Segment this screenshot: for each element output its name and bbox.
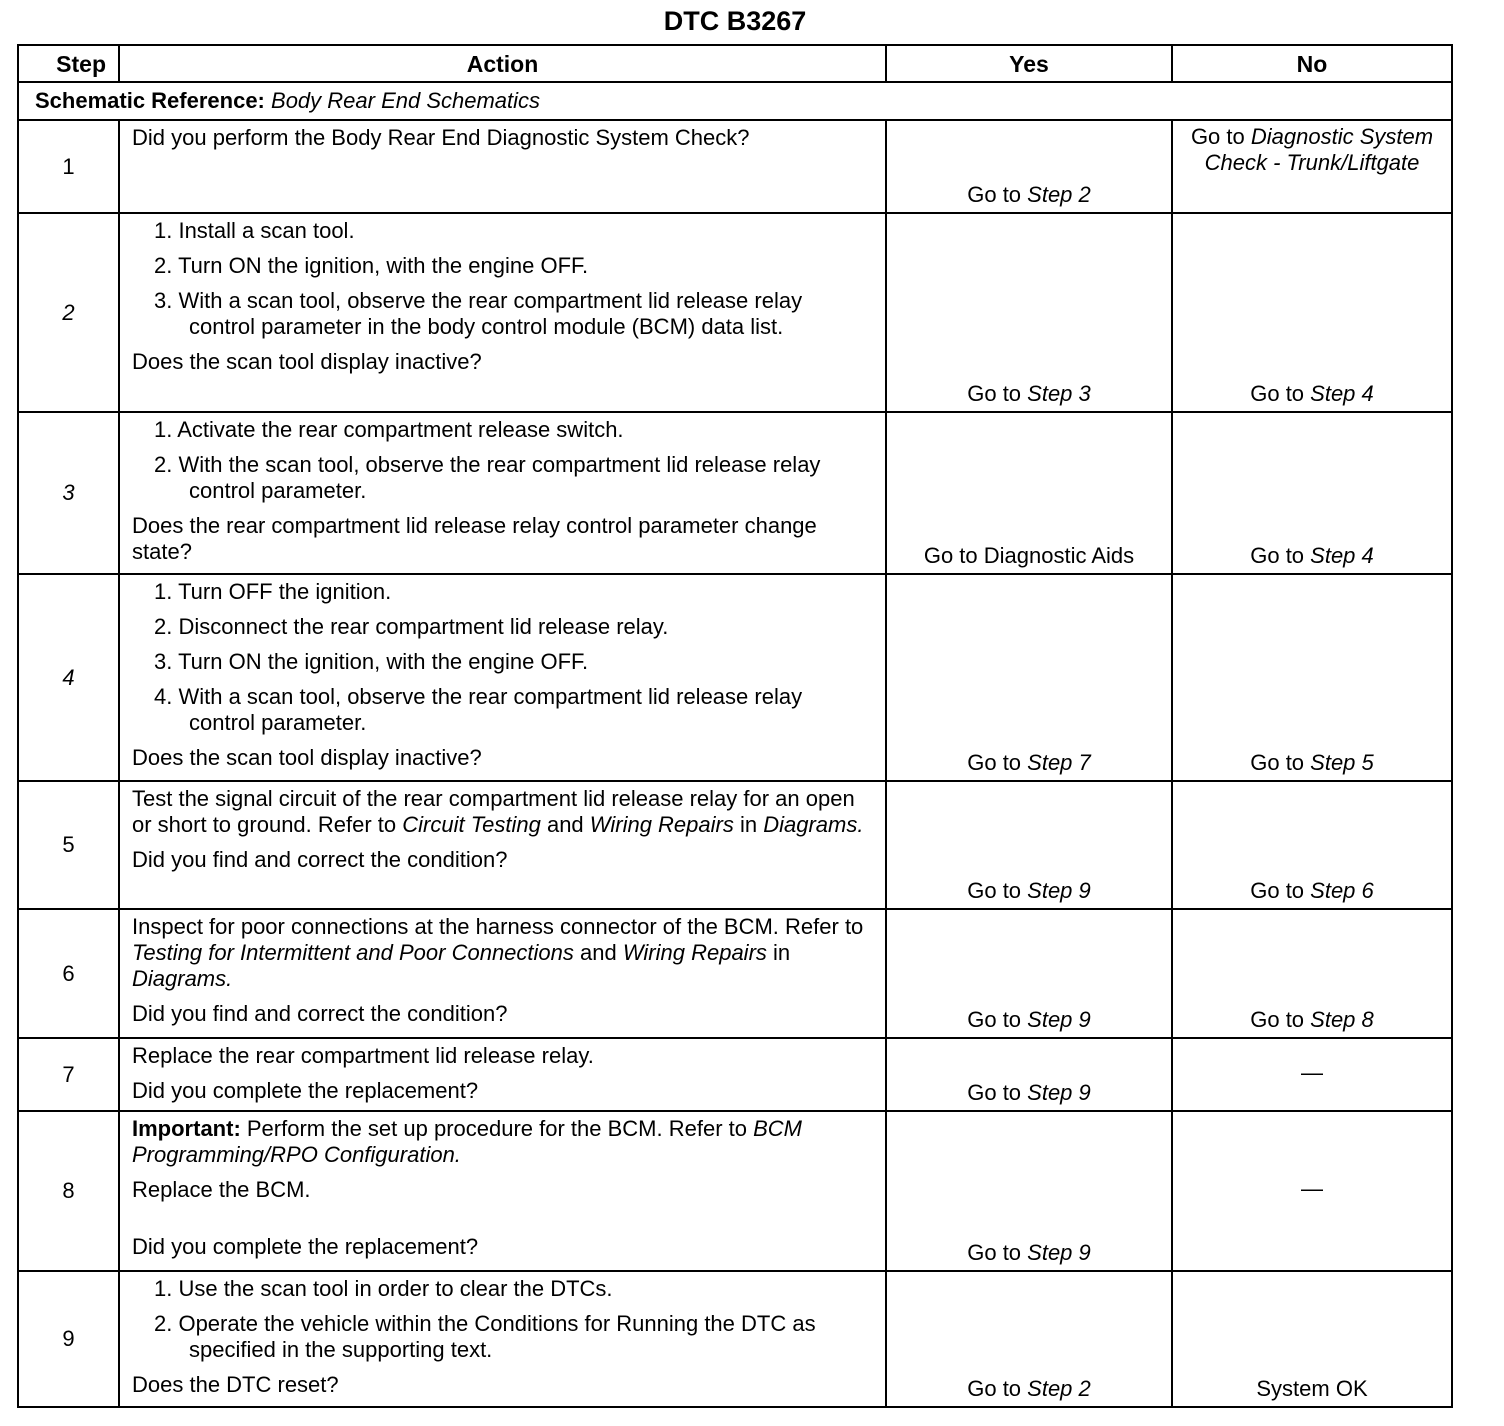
reference-text: Step 2	[1027, 1376, 1091, 1401]
action-cell	[119, 781, 886, 909]
text-run: and	[540, 812, 590, 837]
text-run: Does the scan tool display inactive?	[132, 349, 482, 374]
text-run: Go to	[1250, 381, 1311, 406]
text-run: 2. Disconnect the rear compartment lid release relay.	[154, 614, 669, 639]
schematic-reference	[18, 82, 1452, 120]
text-run: Go to Diagnostic Aids	[923, 543, 1135, 568]
step-number: 5	[18, 781, 119, 909]
text-run: Replace the BCM.	[132, 1177, 311, 1202]
diagnostic-table	[17, 44, 1453, 1408]
action-cell	[119, 1271, 886, 1407]
reference-text: BCM Programming/RPO Configuration.	[132, 1116, 802, 1167]
yes-cell	[886, 574, 1172, 781]
text-run: in	[733, 812, 764, 837]
header-no: No	[1172, 45, 1452, 82]
text-run: 2. With the scan tool, observe the rear compartment lid release relay control parameter.	[154, 452, 821, 503]
text-run: Go to	[1250, 878, 1311, 903]
text-run: Go to	[1190, 124, 1251, 149]
text-run: Does the scan tool display inactive?	[132, 745, 482, 770]
action-cell	[119, 1038, 886, 1111]
action-cell	[119, 909, 886, 1038]
text-run: Does the rear compartment lid release relay control parameter change state?	[132, 513, 817, 564]
action-paragraph	[132, 1372, 873, 1398]
text-run: Did you complete the replacement?	[132, 1078, 479, 1103]
table-row	[18, 574, 1452, 781]
text-run: Did you perform the Body Rear End Diagnostic System Check?	[132, 125, 750, 150]
reference-text: Diagrams.	[763, 812, 864, 837]
action-paragraph	[132, 1234, 873, 1260]
yes-cell	[886, 412, 1172, 574]
text-run: 1. Install a scan tool.	[154, 218, 355, 243]
text-run: System OK	[1256, 1376, 1368, 1401]
no-cell	[1172, 574, 1452, 781]
table-row	[18, 120, 1452, 213]
text-run: Go to	[1250, 750, 1311, 775]
reference-text: Step 6	[1310, 878, 1374, 903]
action-list-item	[154, 1276, 873, 1302]
action-list-item	[154, 288, 873, 340]
action-paragraph	[132, 1001, 873, 1027]
text-run: Go to	[1250, 543, 1311, 568]
no-cell	[1172, 1271, 1452, 1407]
text-run: 3. With a scan tool, observe the rear compartment lid release relay control parameter in the body control module (BCM) data list.	[154, 288, 803, 339]
yes-cell	[886, 1111, 1172, 1271]
no-cell	[1172, 213, 1452, 412]
step-number: 7	[18, 1038, 119, 1111]
action-list-item	[154, 579, 873, 605]
text-run: 2. Operate the vehicle within the Conditions for Running the DTC as specified in the supporting text.	[154, 1311, 816, 1362]
step-number: 4	[18, 574, 119, 781]
header-action: Action	[119, 45, 886, 82]
header-step: Step	[18, 45, 119, 82]
action-paragraph	[132, 1116, 873, 1168]
action-list-item	[154, 614, 873, 640]
action-paragraph	[132, 914, 873, 992]
table-row	[18, 1038, 1452, 1111]
step-number: 6	[18, 909, 119, 1038]
action-paragraph	[132, 847, 873, 873]
text-run: 1. Use the scan tool in order to clear the DTCs.	[154, 1276, 613, 1301]
action-list-item	[154, 253, 873, 279]
schematic-label: Schematic Reference:	[35, 88, 265, 113]
reference-text: Wiring Repairs	[622, 940, 767, 965]
text-run: 3. Turn ON the ignition, with the engine OFF.	[154, 649, 589, 674]
reference-text: Testing for Intermittent and Poor Connections	[132, 940, 574, 965]
action-list-item	[154, 452, 873, 504]
text-run: Go to	[1250, 1007, 1311, 1032]
step-number: 2	[18, 213, 119, 412]
action-list-item	[154, 218, 873, 244]
text-run: Did you find and correct the condition?	[132, 1001, 508, 1026]
step-number: 9	[18, 1271, 119, 1407]
action-cell	[119, 120, 886, 213]
yes-cell	[886, 781, 1172, 909]
table-row	[18, 412, 1452, 574]
text-run: 2. Turn ON the ignition, with the engine OFF.	[154, 253, 589, 278]
text-run: Go to	[967, 182, 1028, 207]
table-row	[18, 781, 1452, 909]
text-run: Go to	[967, 878, 1028, 903]
action-list-item	[154, 684, 873, 736]
no-cell	[1172, 909, 1452, 1038]
text-run: —	[1301, 1176, 1323, 1201]
reference-text: Diagnostic System Check - Trunk/Liftgate	[1204, 124, 1434, 175]
reference-text: Diagrams.	[132, 966, 233, 991]
text-run: Perform the set up procedure for the BCM. Refer to	[240, 1116, 754, 1141]
no-cell	[1172, 1111, 1452, 1271]
reference-text: Step 9	[1027, 1007, 1091, 1032]
yes-cell	[886, 213, 1172, 412]
schematic-link[interactable]: Body Rear End Schematics	[271, 88, 541, 113]
reference-text: Step 7	[1027, 750, 1091, 775]
text-run: —	[1301, 1059, 1323, 1085]
step-number: 8	[18, 1111, 119, 1271]
no-cell	[1172, 1038, 1452, 1111]
reference-text: Step 9	[1027, 1080, 1091, 1105]
reference-text: Step 8	[1310, 1007, 1374, 1032]
yes-cell	[886, 1038, 1172, 1111]
text-run: 1. Activate the rear compartment release switch.	[154, 417, 624, 442]
text-run: Go to	[967, 381, 1028, 406]
text-run: Inspect for poor connections at the harness connector of the BCM. Refer to	[132, 914, 864, 939]
text-run: Go to	[967, 1007, 1028, 1032]
reference-text: Step 3	[1027, 381, 1091, 406]
no-cell	[1172, 120, 1452, 213]
action-list-item	[154, 1311, 873, 1363]
action-paragraph	[132, 745, 873, 771]
text-run: Did you find and correct the condition?	[132, 847, 508, 872]
text-run: Replace the rear compartment lid release relay.	[132, 1043, 594, 1068]
text-run: 4. With a scan tool, observe the rear compartment lid release relay control parameter.	[154, 684, 803, 735]
text-run: in	[766, 940, 791, 965]
reference-text: Step 4	[1310, 543, 1374, 568]
reference-text: Step 4	[1310, 381, 1374, 406]
reference-text: Step 9	[1027, 1240, 1091, 1265]
table-row	[18, 213, 1452, 412]
action-paragraph	[132, 1043, 873, 1069]
table-row	[18, 1111, 1452, 1271]
step-number: 1	[18, 120, 119, 213]
reference-text: Wiring Repairs	[589, 812, 734, 837]
yes-cell	[886, 909, 1172, 1038]
action-paragraph	[132, 786, 873, 838]
step-number: 3	[18, 412, 119, 574]
text-run: Test the signal circuit of the rear compartment lid release relay for an open or short to ground. Refer to	[132, 786, 855, 837]
no-cell	[1172, 412, 1452, 574]
reference-text: Step 9	[1027, 878, 1091, 903]
action-cell	[119, 1111, 886, 1271]
reference-text: Step 2	[1027, 182, 1091, 207]
action-paragraph	[132, 1177, 873, 1203]
action-cell	[119, 213, 886, 412]
text-run: Go to	[967, 1376, 1028, 1401]
text-run: and	[573, 940, 623, 965]
action-paragraph	[132, 513, 873, 565]
yes-cell	[886, 1271, 1172, 1407]
action-paragraph	[132, 125, 873, 151]
document-title: DTC B3267	[663, 6, 807, 36]
action-cell	[119, 574, 886, 781]
no-cell	[1172, 781, 1452, 909]
schematic-row	[18, 82, 1452, 120]
yes-cell	[886, 120, 1172, 213]
text-run: Go to	[967, 1240, 1028, 1265]
header-yes: Yes	[886, 45, 1172, 82]
table-row	[18, 909, 1452, 1038]
text-run: 1. Turn OFF the ignition.	[154, 579, 392, 604]
action-cell	[119, 412, 886, 574]
text-run: Does the DTC reset?	[132, 1372, 339, 1397]
text-run: Go to	[967, 750, 1028, 775]
action-paragraph	[132, 349, 873, 375]
reference-text: Step 5	[1310, 750, 1374, 775]
action-list-item	[154, 649, 873, 675]
action-list-item	[154, 417, 873, 443]
text-run: Did you complete the replacement?	[132, 1234, 479, 1259]
table-row	[18, 1271, 1452, 1407]
bold-text: Important:	[132, 1116, 241, 1141]
text-run: Go to	[967, 1080, 1028, 1105]
action-paragraph	[132, 1078, 873, 1104]
header-row	[18, 45, 1452, 82]
reference-text: Circuit Testing	[402, 812, 541, 837]
